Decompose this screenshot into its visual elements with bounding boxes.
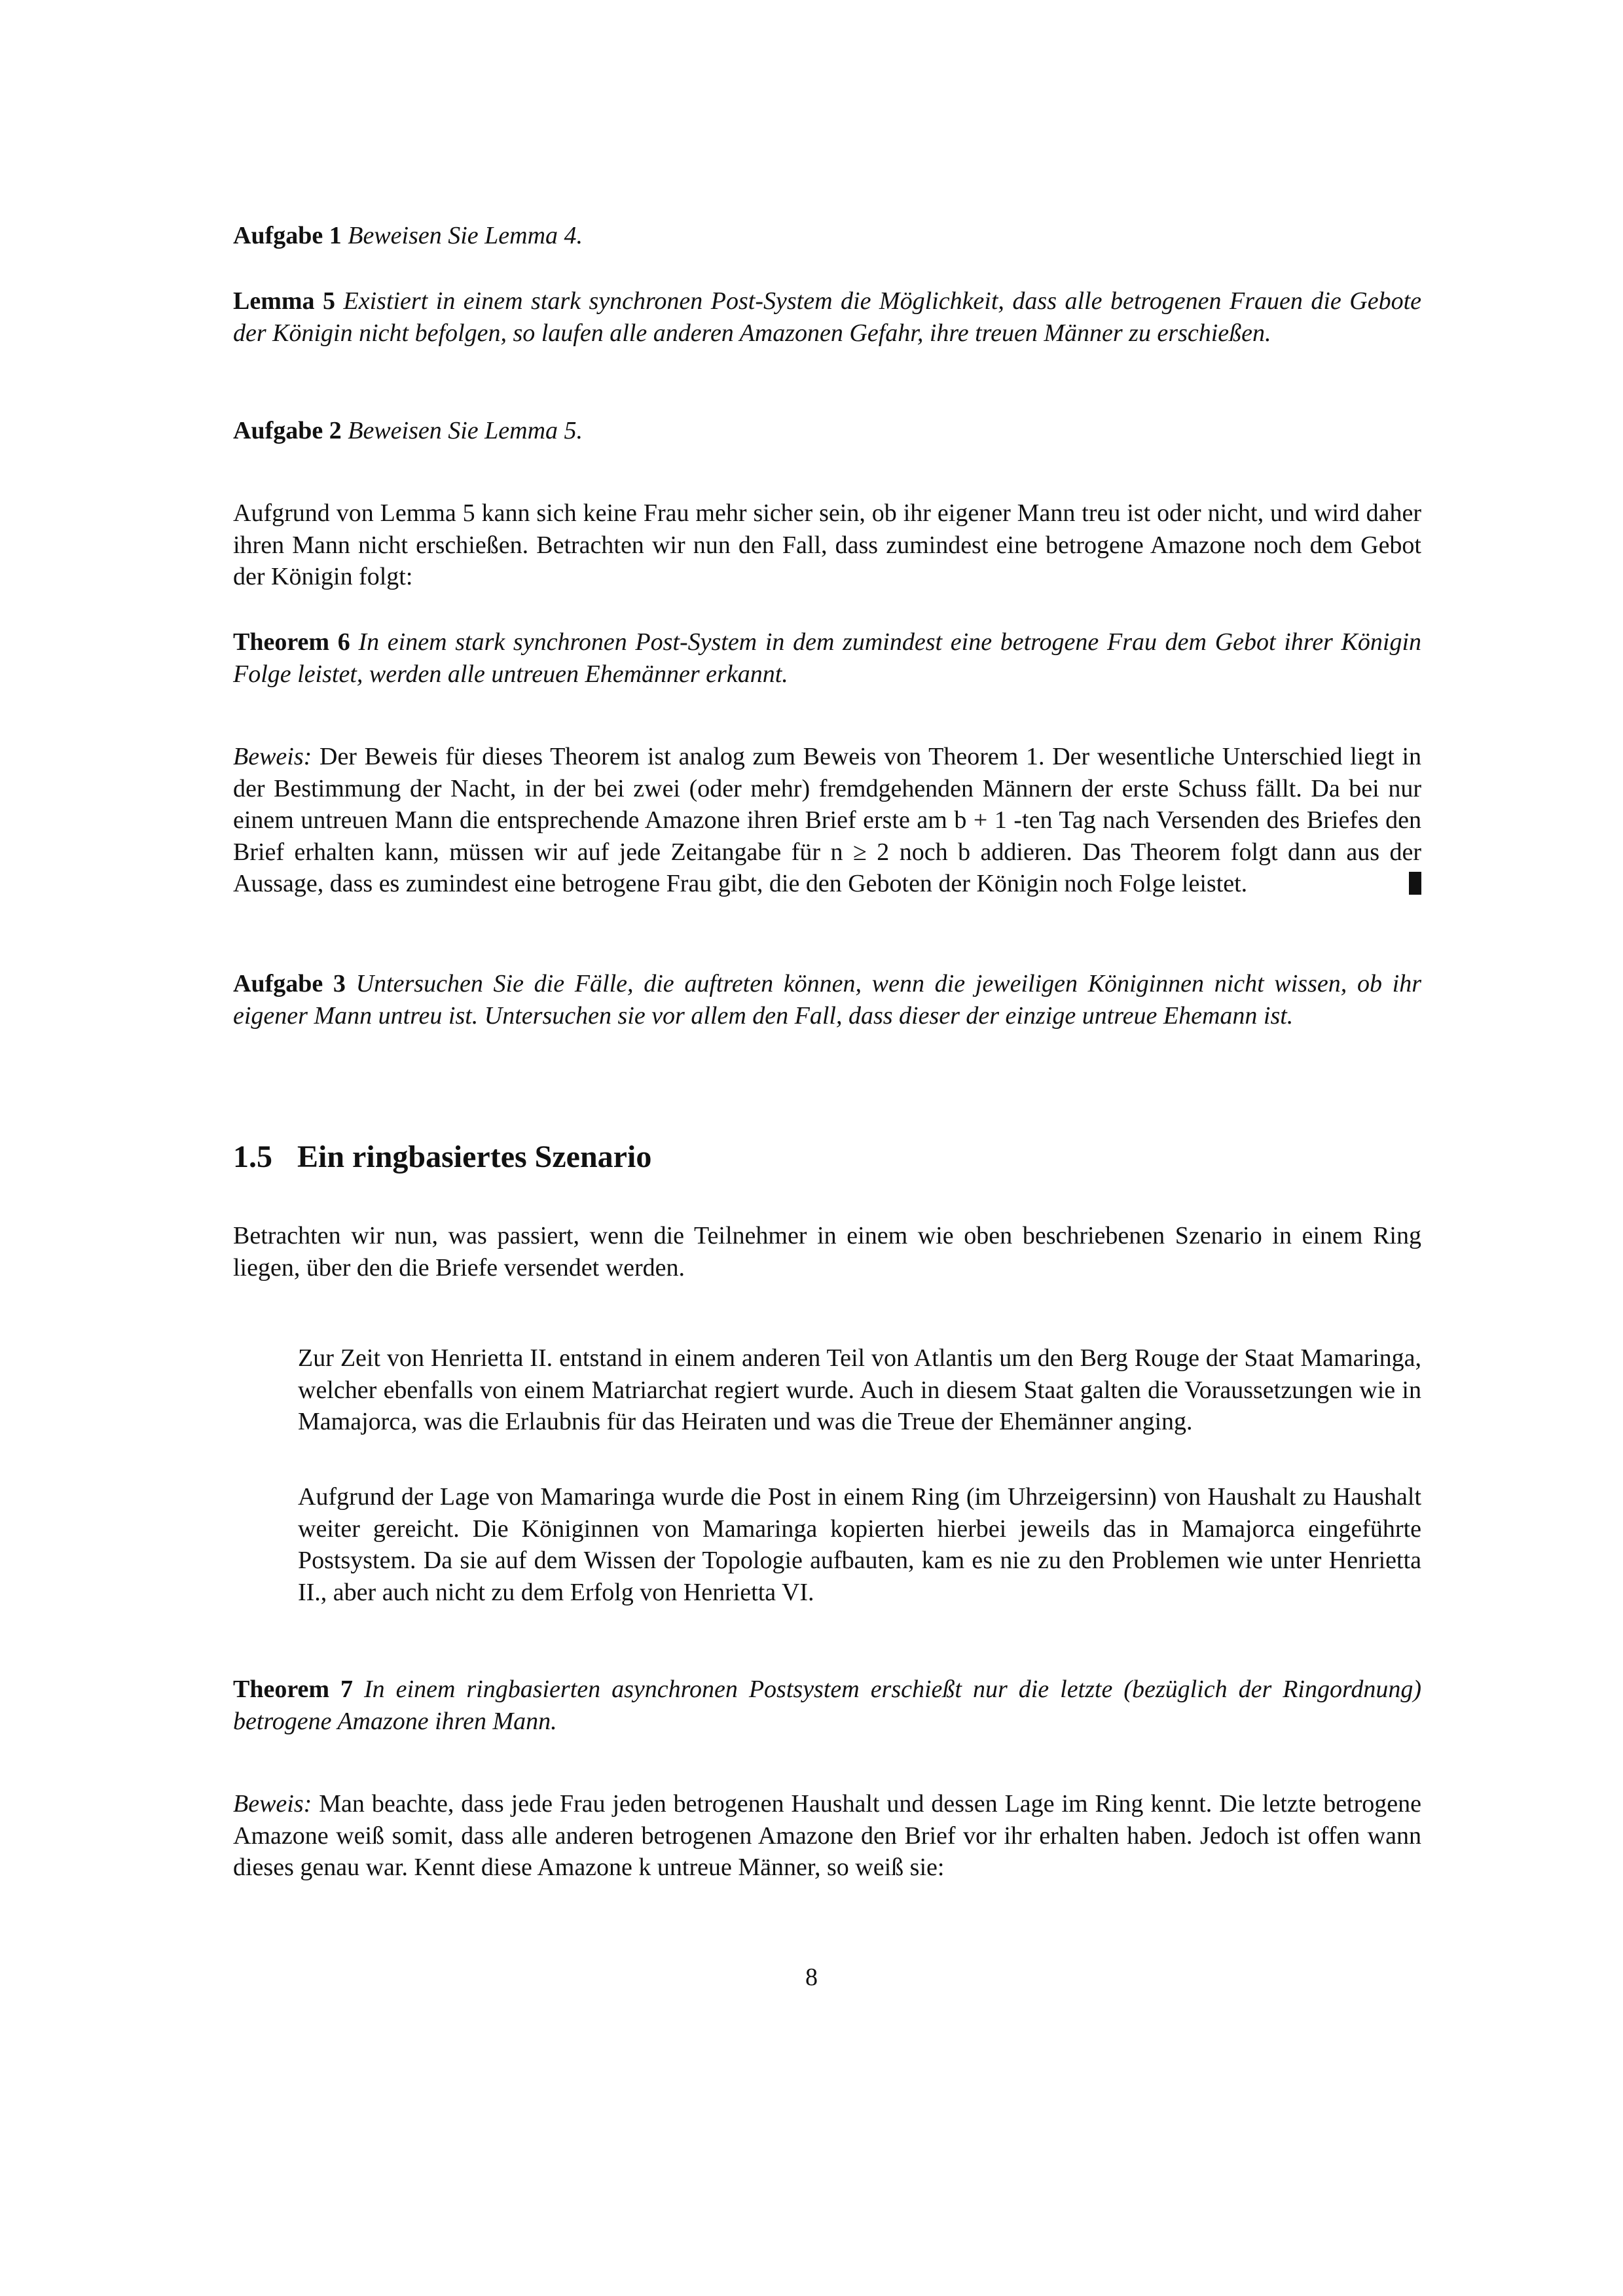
lemma-5 bbox=[233, 285, 1421, 349]
aufgabe-3-label: Aufgabe 3 bbox=[233, 970, 346, 997]
qed-mark bbox=[1409, 872, 1421, 895]
aufgabe-2 bbox=[233, 415, 1421, 447]
page-number: 8 bbox=[805, 1964, 818, 1991]
proof-label: Beweis: bbox=[233, 743, 312, 770]
theorem-6 bbox=[233, 626, 1421, 690]
proof-theorem-6 bbox=[233, 741, 1421, 900]
lemma-5-text: Existiert in einem stark synchronen Post-System die Möglichkeit, dass alle betrogenen Frauen die Gebote der Königin nicht befolgen, so laufen alle anderen Amazonen Gefahr, ihre treuen Männer zu erschießen. bbox=[233, 287, 1421, 347]
lemma-5-label: Lemma 5 bbox=[233, 287, 336, 315]
aufgabe-2-text: Beweisen Sie Lemma 5. bbox=[348, 417, 583, 444]
aufgabe-3-text: Untersuchen Sie die Fälle, die auftreten können, wenn die jeweiligen Königinnen nicht wissen, ob ihr eigener Mann untreu ist. Untersuchen sie vor allem den Fall, dass dieser der einzige untreue Ehemann ist. bbox=[233, 970, 1422, 1030]
aufgabe-1-text: Beweisen Sie Lemma 4. bbox=[348, 222, 583, 249]
aufgabe-1-label: Aufgabe 1 bbox=[233, 222, 342, 249]
theorem-7-label: Theorem 7 bbox=[233, 1676, 354, 1703]
proof-label: Beweis: bbox=[233, 1790, 312, 1818]
proof-theorem-7 bbox=[233, 1788, 1421, 1884]
theorem-7 bbox=[233, 1674, 1421, 1737]
section-number: 1.5 bbox=[233, 1139, 272, 1174]
theorem-7-text: In einem ringbasierten asynchronen Postsystem erschießt nur die letzte (bezüglich der Ringordnung) betrogene Amazone ihren Mann. bbox=[233, 1676, 1422, 1735]
aufgabe-1 bbox=[233, 220, 1421, 252]
section-heading bbox=[233, 1138, 1421, 1177]
aufgabe-3 bbox=[233, 968, 1421, 1031]
paragraph-ring-intro: Betrachten wir nun, was passiert, wenn die Teilnehmer in einem wie oben beschriebenen Szenario in einem Ring liegen, über den die Briefe versendet werden. bbox=[233, 1222, 1421, 1282]
section-title: Ein ringbasiertes Szenario bbox=[297, 1139, 652, 1174]
aufgabe-2-label: Aufgabe 2 bbox=[233, 417, 342, 444]
story-mamaringa-1: Zur Zeit von Henrietta II. entstand in einem anderen Teil von Atlantis um den Berg Rouge der Staat Mamaringa, welcher ebenfalls von einem Matriarchat regiert wurde. Auch in diesem Staat galten die Voraussetzungen wie in Mamajorca, was die Erlaubnis für das Heiraten und was die Treue der Ehemänner anging. bbox=[298, 1344, 1421, 1435]
paragraph-lemma-5-consequence: Aufgrund von Lemma 5 kann sich keine Frau mehr sicher sein, ob ihr eigener Mann treu ist oder nicht, und wird daher ihren Mann nicht erschießen. Betrachten wir nun den Fall, dass zumindest eine betrogene Amazone noch dem Gebot der Königin folgt: bbox=[233, 499, 1421, 590]
theorem-6-label: Theorem 6 bbox=[233, 628, 350, 656]
proof-text: Man beachte, dass jede Frau jeden betrogenen Haushalt und dessen Lage im Ring kennt. Die letzte betrogene Amazone weiß somit, dass alle anderen betrogenen Amazone den Brief vor ihr erhalten haben. Jedoch ist offen wann dieses genau war. Kennt diese Amazone k untreue Männer, so weiß sie: bbox=[233, 1790, 1422, 1881]
story-mamaringa-2: Aufgrund der Lage von Mamaringa wurde die Post in einem Ring (im Uhrzeigersinn) von Haushalt zu Haushalt weiter gereicht. Die Königinnen von Mamaringa kopierten hierbei jeweils das in Mamajorca eingeführte Postsystem. Da sie auf dem Wissen der Topologie aufbauten, kam es nie zu den Problemen wie unter Henrietta II., aber auch nicht zu dem Erfolg von Henrietta VI. bbox=[298, 1483, 1421, 1606]
theorem-6-text: In einem stark synchronen Post-System in dem zumindest eine betrogene Frau dem Gebot ihrer Königin Folge leistet, werden alle untreuen Ehemänner erkannt. bbox=[233, 628, 1422, 688]
proof-text: Der Beweis für dieses Theorem ist analog zum Beweis von Theorem 1. Der wesentliche Unterschied liegt in der Bestimmung der Nacht, in der bei zwei (oder mehr) fremdgehenden Männern der erste Schuss fällt. Da bei nur einem untreuen Mann die entsprechende Amazone ihren Brief erste am b + 1 -ten Tag nach Versenden des Briefes den Brief erhalten kann, müssen wir auf jede Zeitangabe für n ≥ 2 noch b addieren. Das Theorem folgt dann aus der Aussage, dass es zumindest eine betrogene Frau gibt, die den Geboten der Königin noch Folge leistet. bbox=[233, 743, 1422, 897]
